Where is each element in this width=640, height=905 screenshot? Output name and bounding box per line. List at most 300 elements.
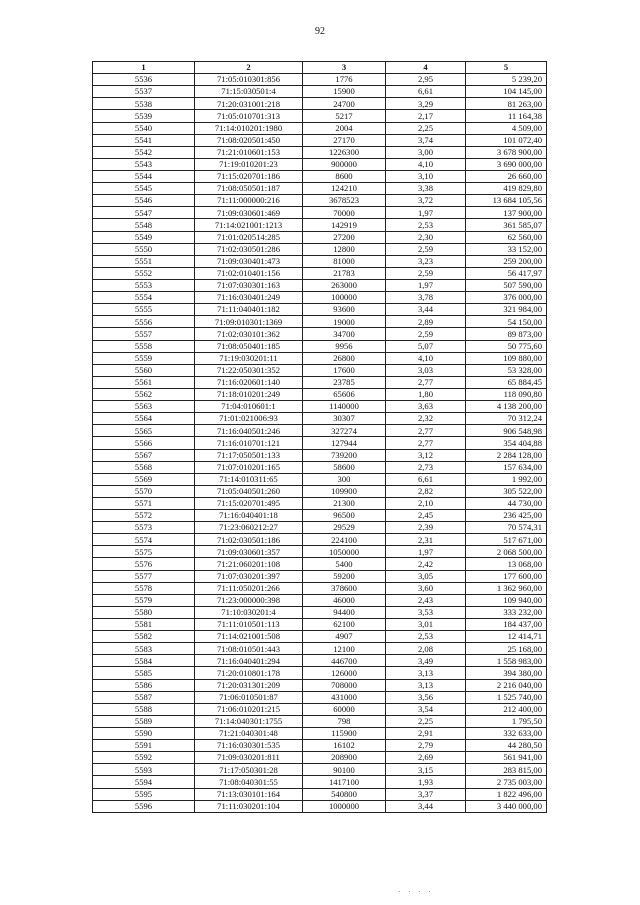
area-cell: 115900 [303,728,386,740]
value-cell: 54 150,00 [466,316,547,328]
table-row [93,570,547,582]
cadastral-number-cell: 71:15:020701:495 [195,497,303,509]
rate-cell: 3,23 [386,255,466,267]
table-row [93,292,547,304]
rate-cell: 3,01 [386,619,466,631]
area-cell: 27170 [303,134,386,146]
table-row [93,461,547,473]
area-cell: 4907 [303,631,386,643]
area-cell: 739200 [303,449,386,461]
rate-cell: 2,79 [386,740,466,752]
row-number-cell: 5559 [93,352,195,364]
cadastral-number-cell: 71:18:010201:249 [195,388,303,400]
table-row [93,195,547,207]
table-row [93,655,547,667]
value-cell: 4 509,00 [466,122,547,134]
area-cell: 5217 [303,110,386,122]
table-row [93,522,547,534]
area-cell: 327274 [303,425,386,437]
row-number-cell: 5577 [93,570,195,582]
column-header-3: 3 [303,62,386,74]
area-cell: 21300 [303,497,386,509]
area-cell: 93600 [303,304,386,316]
rate-cell: 2,77 [386,376,466,388]
cadastral-number-cell: 71:08:010501:443 [195,643,303,655]
row-number-cell: 5567 [93,449,195,461]
row-number-cell: 5545 [93,183,195,195]
table-row [93,388,547,400]
area-cell: 540800 [303,788,386,800]
area-cell: 81000 [303,255,386,267]
table-row [93,715,547,727]
area-cell: 900000 [303,158,386,170]
area-cell: 126000 [303,667,386,679]
rate-cell: 2,95 [386,74,466,86]
row-number-cell: 5550 [93,243,195,255]
row-number-cell: 5581 [93,619,195,631]
cadastral-number-cell: 71:14:010201:1980 [195,122,303,134]
table-row [93,401,547,413]
cadastral-number-cell: 71:21:010601:153 [195,146,303,158]
row-number-cell: 5579 [93,594,195,606]
area-cell: 1226300 [303,146,386,158]
rate-cell: 1,97 [386,207,466,219]
row-number-cell: 5588 [93,703,195,715]
area-cell: 60000 [303,703,386,715]
area-cell: 1050000 [303,546,386,558]
rate-cell: 3,74 [386,134,466,146]
row-number-cell: 5544 [93,170,195,182]
rate-cell: 2,89 [386,316,466,328]
area-cell: 96500 [303,510,386,522]
cadastral-number-cell: 71:20:010801:178 [195,667,303,679]
table-row [93,158,547,170]
table-row [93,86,547,98]
rate-cell: 3,12 [386,449,466,461]
value-cell: 26 660,00 [466,170,547,182]
value-cell: 4 138 200,00 [466,401,547,413]
value-cell: 25 168,00 [466,643,547,655]
rate-cell: 3,13 [386,667,466,679]
table-row [93,788,547,800]
row-number-cell: 5543 [93,158,195,170]
area-cell: 1140000 [303,401,386,413]
row-number-cell: 5558 [93,340,195,352]
rate-cell: 1,97 [386,279,466,291]
cadastral-number-cell: 71:09:010301:1369 [195,316,303,328]
value-cell: 1 362 960,00 [466,582,547,594]
area-cell: 29529 [303,522,386,534]
rate-cell: 2,32 [386,413,466,425]
table-row [93,679,547,691]
value-cell: 3 678 900,00 [466,146,547,158]
table-row [93,437,547,449]
table-header [93,62,547,74]
column-header-5: 5 [466,62,547,74]
table-row [93,497,547,509]
cadastral-number-cell: 71:19:010201:23 [195,158,303,170]
table-row [93,631,547,643]
row-number-cell: 5565 [93,425,195,437]
cadastral-number-cell: 71:10:030201:4 [195,606,303,618]
value-cell: 89 873,00 [466,328,547,340]
cadastral-number-cell: 71:02:030101:362 [195,328,303,340]
value-cell: 13 684 105,56 [466,195,547,207]
row-number-cell: 5591 [93,740,195,752]
table-row [93,582,547,594]
value-cell: 3 440 000,00 [466,800,547,812]
table-row [93,413,547,425]
row-number-cell: 5538 [93,98,195,110]
value-cell: 333 232,00 [466,606,547,618]
area-cell: 46000 [303,594,386,606]
table-row [93,473,547,485]
rate-cell: 3,29 [386,98,466,110]
value-cell: 1 558 983,00 [466,655,547,667]
table-row [93,364,547,376]
value-cell: 5 239,20 [466,74,547,86]
rate-cell: 5,07 [386,340,466,352]
cadastral-number-cell: 71:16:020601:140 [195,376,303,388]
rate-cell: 6,61 [386,473,466,485]
value-cell: 12 414,71 [466,631,547,643]
area-cell: 24700 [303,98,386,110]
rate-cell: 3,37 [386,788,466,800]
table-row [93,752,547,764]
row-number-cell: 5585 [93,667,195,679]
table-row [93,619,547,631]
value-cell: 507 590,00 [466,279,547,291]
table-row [93,485,547,497]
table-row [93,122,547,134]
cadastral-number-cell: 71:01:020514:285 [195,231,303,243]
cadastral-number-cell: 71:11:010501:113 [195,619,303,631]
area-cell: 19000 [303,316,386,328]
cadastral-number-cell: 71:08:050501:187 [195,183,303,195]
cadastral-number-cell: 71:09:030601:357 [195,546,303,558]
table-row [93,170,547,182]
rate-cell: 2,45 [386,510,466,522]
rate-cell: 3,44 [386,800,466,812]
rate-cell: 2,17 [386,110,466,122]
row-number-cell: 5547 [93,207,195,219]
area-cell: 1776 [303,74,386,86]
area-cell: 208900 [303,752,386,764]
rate-cell: 2,77 [386,425,466,437]
row-number-cell: 5539 [93,110,195,122]
area-cell: 59200 [303,570,386,582]
cadastral-number-cell: 71:19:030201:11 [195,352,303,364]
rate-cell: 3,03 [386,364,466,376]
row-number-cell: 5542 [93,146,195,158]
rate-cell: 3,49 [386,655,466,667]
rate-cell: 3,15 [386,764,466,776]
table-row [93,546,547,558]
area-cell: 62100 [303,619,386,631]
area-cell: 2004 [303,122,386,134]
cadastral-number-cell: 71:09:030401:473 [195,255,303,267]
value-cell: 906 548,98 [466,425,547,437]
rate-cell: 2,42 [386,558,466,570]
area-cell: 1000000 [303,800,386,812]
rate-cell: 2,82 [386,485,466,497]
rate-cell: 2,59 [386,243,466,255]
rate-cell: 3,38 [386,183,466,195]
cadastral-number-cell: 71:16:030301:535 [195,740,303,752]
row-number-cell: 5583 [93,643,195,655]
cadastral-number-cell: 71:02:010401:156 [195,267,303,279]
table-row [93,134,547,146]
rate-cell: 2,30 [386,231,466,243]
value-cell: 1 525 740,00 [466,691,547,703]
rate-cell: 3,44 [386,304,466,316]
column-header-1: 1 [93,62,195,74]
area-cell: 3678523 [303,195,386,207]
area-cell: 21783 [303,267,386,279]
rate-cell: 3,60 [386,582,466,594]
value-cell: 109 940,00 [466,594,547,606]
row-number-cell: 5580 [93,606,195,618]
value-cell: 81 263,00 [466,98,547,110]
value-cell: 101 072,40 [466,134,547,146]
cadastral-number-cell: 71:11:050201:266 [195,582,303,594]
table-row [93,764,547,776]
table-row [93,740,547,752]
table-row [93,703,547,715]
value-cell: 361 585,07 [466,219,547,231]
cadastral-number-cell: 71:04:010601:1 [195,401,303,413]
rate-cell: 4,10 [386,158,466,170]
row-number-cell: 5576 [93,558,195,570]
value-cell: 50 775,60 [466,340,547,352]
page-number: 92 [315,26,325,37]
value-cell: 53 328,00 [466,364,547,376]
rate-cell: 2,91 [386,728,466,740]
header-row [93,62,547,74]
value-cell: 259 200,00 [466,255,547,267]
area-cell: 127944 [303,437,386,449]
area-cell: 15900 [303,86,386,98]
table-row [93,800,547,812]
cadastral-number-cell: 71:20:031301:209 [195,679,303,691]
cadastral-number-cell: 71:14:021001:1213 [195,219,303,231]
table-row [93,98,547,110]
rate-cell: 2,59 [386,328,466,340]
area-cell: 12800 [303,243,386,255]
table-row [93,594,547,606]
area-cell: 1417100 [303,776,386,788]
row-number-cell: 5552 [93,267,195,279]
cadastral-number-cell: 71:08:050401:185 [195,340,303,352]
row-number-cell: 5560 [93,364,195,376]
value-cell: 44 730,00 [466,497,547,509]
value-cell: 70 312,24 [466,413,547,425]
area-cell: 58600 [303,461,386,473]
value-cell: 118 090,80 [466,388,547,400]
table-row [93,304,547,316]
area-cell: 109900 [303,485,386,497]
area-cell: 100000 [303,292,386,304]
cadastral-number-cell: 71:16:040401:18 [195,510,303,522]
value-cell: 376 000,00 [466,292,547,304]
row-number-cell: 5595 [93,788,195,800]
row-number-cell: 5570 [93,485,195,497]
area-cell: 9956 [303,340,386,352]
table-row [93,691,547,703]
value-cell: 212 400,00 [466,703,547,715]
row-number-cell: 5536 [93,74,195,86]
column-header-2: 2 [195,62,303,74]
row-number-cell: 5562 [93,388,195,400]
row-number-cell: 5589 [93,715,195,727]
value-cell: 104 145,00 [466,86,547,98]
table-row [93,243,547,255]
row-number-cell: 5561 [93,376,195,388]
value-cell: 1 795,50 [466,715,547,727]
row-number-cell: 5569 [93,473,195,485]
row-number-cell: 5573 [93,522,195,534]
row-number-cell: 5586 [93,679,195,691]
value-cell: 70 574,31 [466,522,547,534]
row-number-cell: 5575 [93,546,195,558]
value-cell: 13 068,00 [466,558,547,570]
cadastral-number-cell: 71:20:031001:218 [195,98,303,110]
area-cell: 90100 [303,764,386,776]
rate-cell: 2,39 [386,522,466,534]
area-cell: 17600 [303,364,386,376]
area-cell: 431000 [303,691,386,703]
rate-cell: 2,53 [386,631,466,643]
value-cell: 184 437,00 [466,619,547,631]
row-number-cell: 5564 [93,413,195,425]
rate-cell: 1,97 [386,546,466,558]
cadastral-number-cell: 71:14:010311:65 [195,473,303,485]
value-cell: 283 815,00 [466,764,547,776]
table-row [93,219,547,231]
rate-cell: 3,78 [386,292,466,304]
area-cell: 708000 [303,679,386,691]
table-row [93,776,547,788]
value-cell: 236 425,00 [466,510,547,522]
cadastral-number-cell: 71:15:030501:4 [195,86,303,98]
cadastral-number-cell: 71:23:000000:398 [195,594,303,606]
cadastral-number-cell: 71:23:060212:27 [195,522,303,534]
value-cell: 109 880,00 [466,352,547,364]
cadastral-number-cell: 71:07:010201:165 [195,461,303,473]
cadastral-number-cell: 71:05:010701:313 [195,110,303,122]
cadastral-number-cell: 71:11:030201:104 [195,800,303,812]
value-cell: 419 829,80 [466,183,547,195]
rate-cell: 2,73 [386,461,466,473]
value-cell: 1 992,00 [466,473,547,485]
table-row [93,255,547,267]
area-cell: 446700 [303,655,386,667]
row-number-cell: 5537 [93,86,195,98]
value-cell: 62 560,00 [466,231,547,243]
cadastral-number-cell: 71:17:050501:133 [195,449,303,461]
rate-cell: 6,61 [386,86,466,98]
cadastral-number-cell: 71:02:030501:186 [195,534,303,546]
value-cell: 3 690 000,00 [466,158,547,170]
value-cell: 2 284 128,00 [466,449,547,461]
scan-artifact: · · · · [398,888,434,896]
cadastral-number-cell: 71:22:050301:352 [195,364,303,376]
cadastral-number-cell: 71:01:021006:93 [195,413,303,425]
table-row [93,534,547,546]
row-number-cell: 5566 [93,437,195,449]
row-number-cell: 5549 [93,231,195,243]
value-cell: 1 822 496,00 [466,788,547,800]
area-cell: 12100 [303,643,386,655]
row-number-cell: 5574 [93,534,195,546]
rate-cell: 1,93 [386,776,466,788]
cadastral-number-cell: 71:16:030401:249 [195,292,303,304]
table-row [93,74,547,86]
table-row [93,207,547,219]
area-cell: 5400 [303,558,386,570]
table-row [93,267,547,279]
cadastral-number-cell: 71:16:010701:121 [195,437,303,449]
row-number-cell: 5596 [93,800,195,812]
rate-cell: 2,08 [386,643,466,655]
area-cell: 263000 [303,279,386,291]
cadastral-number-cell: 71:05:040501:260 [195,485,303,497]
table-row [93,376,547,388]
value-cell: 2 216 040,00 [466,679,547,691]
table-row [93,352,547,364]
cadastral-number-cell: 71:15:020701:186 [195,170,303,182]
value-cell: 517 671,00 [466,534,547,546]
rate-cell: 2,25 [386,715,466,727]
row-number-cell: 5578 [93,582,195,594]
cadastral-number-cell: 71:09:030601:469 [195,207,303,219]
table-row [93,728,547,740]
table-row [93,231,547,243]
area-cell: 34700 [303,328,386,340]
row-number-cell: 5553 [93,279,195,291]
value-cell: 305 522,00 [466,485,547,497]
rate-cell: 3,54 [386,703,466,715]
row-number-cell: 5571 [93,497,195,509]
rate-cell: 3,00 [386,146,466,158]
value-cell: 137 900,00 [466,207,547,219]
area-cell: 300 [303,473,386,485]
area-cell: 224100 [303,534,386,546]
area-cell: 94400 [303,606,386,618]
cadastral-number-cell: 71:06:010201:215 [195,703,303,715]
cadastral-number-cell: 71:02:030501:286 [195,243,303,255]
rate-cell: 3,72 [386,195,466,207]
cadastral-number-cell: 71:09:030201:811 [195,752,303,764]
rate-cell: 3,05 [386,570,466,582]
row-number-cell: 5546 [93,195,195,207]
cadastral-number-cell: 71:06:010501:87 [195,691,303,703]
value-cell: 33 152,00 [466,243,547,255]
row-number-cell: 5572 [93,510,195,522]
row-number-cell: 5557 [93,328,195,340]
row-number-cell: 5587 [93,691,195,703]
cadastral-number-cell: 71:16:040501:246 [195,425,303,437]
cadastral-number-cell: 71:08:040301:55 [195,776,303,788]
area-cell: 26800 [303,352,386,364]
area-cell: 16102 [303,740,386,752]
row-number-cell: 5592 [93,752,195,764]
cadastral-number-cell: 71:21:060201:108 [195,558,303,570]
area-cell: 798 [303,715,386,727]
rate-cell: 2,53 [386,219,466,231]
cadastral-number-cell: 71:07:030201:397 [195,570,303,582]
row-number-cell: 5548 [93,219,195,231]
